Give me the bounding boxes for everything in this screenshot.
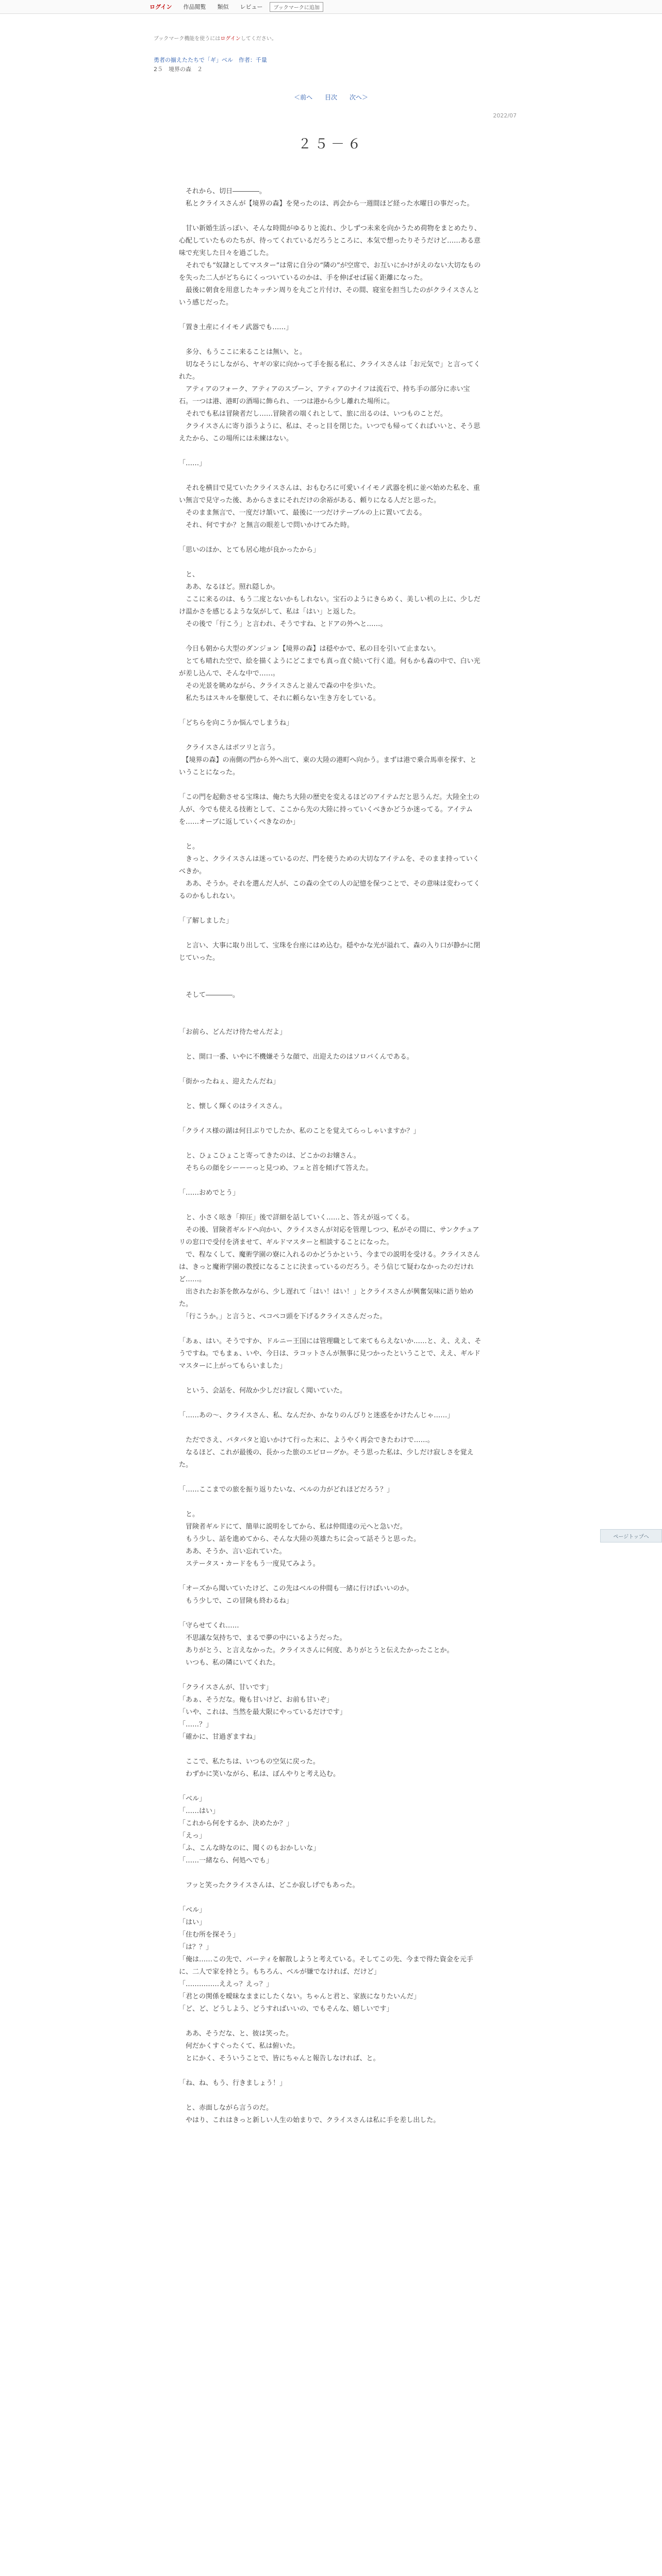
body-paragraph bbox=[179, 1199, 483, 1212]
login-notice bbox=[154, 34, 277, 42]
body-paragraph: 出されたお茶を飲みながら、少し遅れて「はい！はい！」とクライスさんが興奮気味に語り始めた。 bbox=[179, 1288, 474, 1308]
body-paragraph: 「……………ええっ？えっ？」 bbox=[179, 1980, 273, 1988]
body-paragraph: 最後に朝食を用意したキッチン周りを丸ごと片付け、その間、寝室を担当したのがクライスさんという感じだった。 bbox=[179, 286, 480, 307]
body-paragraph: クライスさんはポツリと言う。 bbox=[179, 744, 279, 752]
body-paragraph: もう少し、話を進めてから、そんな大陸の英雄たちに会って話そうと思った。 bbox=[179, 1535, 421, 1543]
body-paragraph bbox=[179, 927, 483, 940]
nav-browse-link[interactable]: 作品閲覧 bbox=[183, 4, 206, 10]
body-paragraph: 「クライスさんが、甘いです」 bbox=[179, 1684, 273, 1691]
body-paragraph: それから、切日――――。 bbox=[179, 188, 267, 195]
body-paragraph: 私たちはスキルを駆使して、それに頼らない生き方をしている。 bbox=[179, 694, 380, 702]
body-paragraph bbox=[179, 532, 483, 544]
body-paragraph: 「は？？」 bbox=[179, 1943, 213, 1951]
body-paragraph: もう少しで、この冒険も終わるね」 bbox=[179, 1597, 293, 1605]
body-paragraph: と、 bbox=[179, 571, 200, 579]
chapter-info: 2５ 境界の森 ２ bbox=[154, 66, 203, 73]
body-paragraph: それ、何ですか？と無言の眼差しで問いかけてみた時。 bbox=[179, 521, 354, 529]
page-top-button[interactable]: ページトップへ bbox=[600, 1529, 662, 1543]
body-paragraph: 【境界の森】の南側の門から外へ出て、東の大陸の港町へ向かう。まずは港で乗合馬車を探す、ということになった。 bbox=[179, 756, 477, 776]
body-paragraph bbox=[179, 779, 483, 791]
body-paragraph bbox=[179, 556, 483, 569]
body-paragraph: と、開口一番、いやに不機嫌そうな顔で、出迎えたのはソロバくんである。 bbox=[179, 1053, 413, 1061]
body-paragraph: 「了解しました」 bbox=[179, 917, 233, 925]
body-paragraph bbox=[179, 1063, 483, 1076]
body-paragraph: 「あぁ、はい。そうですか、ドルニー王国には管理職として来てもらえないか……と、え、ええ、そうですね。でもまぁ、いや、今日は、ラコットさんが無事に見つかったということで、ええ、ギルドマスターに上がってもらいました」 bbox=[179, 1337, 482, 1370]
body-paragraph: と。 bbox=[179, 1511, 200, 1518]
body-paragraph: ああ、そうか。それを選んだ人が、この森の全ての人の記憶を保つことで、その意味は変わってくるのかもしれない。 bbox=[179, 880, 481, 900]
body-paragraph: 「どちらを向こうか悩んでしまうね」 bbox=[179, 719, 293, 727]
body-paragraph bbox=[179, 1138, 483, 1150]
body-paragraph bbox=[179, 1422, 483, 1434]
body-paragraph bbox=[179, 1002, 483, 1014]
body-paragraph: 「これから何をするか、決めたか？」 bbox=[179, 1820, 293, 1827]
body-paragraph bbox=[179, 1397, 483, 1410]
body-paragraph bbox=[179, 334, 483, 346]
body-paragraph bbox=[179, 470, 483, 482]
series-title-link[interactable]: 勇者の揃えたたちで「ギ」ベル 作者：千量 bbox=[154, 57, 267, 63]
body-paragraph bbox=[179, 1607, 483, 1620]
body-paragraph: とても晴れた空で、絵を描くようにどこまでも真っ直ぐ続いて行く道。何もかも森の中で、白い光が差し込んで、そんな中で……。 bbox=[179, 657, 481, 677]
body-paragraph bbox=[179, 730, 483, 742]
nav-similar-link[interactable]: 類似 bbox=[217, 4, 229, 10]
notice-suffix: してください。 bbox=[240, 36, 277, 42]
body-paragraph: と、小さく呟き「抑圧」後で詳細を話していく……と、答えが返ってくる。 bbox=[179, 1214, 414, 1222]
body-paragraph: ここで、私たちは、いつもの空気に戻った。 bbox=[179, 1758, 320, 1766]
body-paragraph bbox=[179, 1867, 483, 1879]
body-paragraph: その後、冒険者ギルドへ向かい、クライスさんが対応を管理しつつ、私がその間に、サンクチュアリの窓口で受付を済ませて、ギルドマスターと相談することになった。 bbox=[179, 1226, 479, 1246]
body-paragraph bbox=[179, 1743, 483, 1756]
body-paragraph bbox=[179, 2090, 483, 2102]
body-paragraph: きっと、クライスさんは迷っているのだ、門を使うための大切なアイテムを、そのまま持っていくべきか。 bbox=[179, 855, 479, 875]
prev-link[interactable]: ＜前へ bbox=[294, 94, 313, 101]
body-paragraph bbox=[179, 1496, 483, 1509]
body-paragraph: と。 bbox=[179, 843, 200, 851]
body-paragraph: 「えっ」 bbox=[179, 1832, 206, 1840]
publish-date: 2022/07 bbox=[493, 112, 517, 119]
toc-link[interactable]: 目次 bbox=[324, 94, 337, 101]
body-paragraph bbox=[179, 1323, 483, 1335]
nav-review-link[interactable]: レビュー bbox=[240, 4, 263, 10]
body-paragraph: クライスさんに寄り添うように、私は、そっと目を閉じた。いつでも帰ってくればいいと、そう思えたから、この場所には未練はない。 bbox=[179, 422, 481, 443]
body-paragraph: そちらの顔をシーーーっと見つめ、フェと首を傾げて答えた。 bbox=[179, 1164, 373, 1172]
body-paragraph: とにかく、そういうことで、皆にちゃんと報告しなければ、と。 bbox=[179, 2055, 380, 2062]
body-paragraph: と、赤面しながら言うのだ。 bbox=[179, 2104, 273, 2112]
body-paragraph: いつも、私の隣にいてくれた。 bbox=[179, 1659, 280, 1667]
chapter-title: ２５－６ bbox=[297, 137, 364, 152]
body-paragraph bbox=[179, 1781, 483, 1793]
body-paragraph: 「ベル」 bbox=[179, 1795, 206, 1803]
body-paragraph: フッと笑ったクライスさんは、どこか寂しげでもあった。 bbox=[179, 1882, 359, 1889]
body-paragraph: 私とクライスさんが【境界の森】を発ったのは、再会から一週間ほど経った水曜日の事だった。 bbox=[179, 200, 474, 208]
body-paragraph bbox=[179, 210, 483, 223]
body-paragraph: 「……あの～、クライスさん、私、なんだか、かなりのんびりと迷惑をかけたんじゃ……」 bbox=[179, 1412, 454, 1419]
body-paragraph: 「オーズから聞いていたけど、この先はベルの仲間も一緒に行けばいいのか。 bbox=[179, 1585, 413, 1592]
body-paragraph: 「……一緒なら、何処へでも」 bbox=[179, 1857, 273, 1865]
body-paragraph bbox=[179, 1570, 483, 1583]
body-paragraph: 「……」 bbox=[179, 460, 206, 467]
body-paragraph: 今日も朝から大型のダンジョン【境界の森】は穏やかで、私の目を引いて止まない。 bbox=[179, 645, 440, 653]
body-paragraph: それでも“奴隷としてマスター”は常に自分の“隣の”が空席で、お互いにかけがえのない大切なものを失った二人がどちらにくっついているのかは、手を伸ばせば届く距離になった。 bbox=[179, 262, 481, 282]
body-paragraph: 「いや、これは、当然を最大限にやっているだけです」 bbox=[179, 1708, 346, 1716]
body-paragraph bbox=[179, 445, 483, 457]
body-paragraph: それを横目で見ていたクライスさんは、おもむろに可愛いイイモノ武器を机に並べ始めた私を、重い無言で見守った後、あからさまにそれだけの余裕がある、頼りになる人だと思った。 bbox=[179, 484, 480, 504]
body-paragraph: ありがとう、と言えなかった。クライスさんに何度、ありがとうと伝えたかったことか。 bbox=[179, 1647, 454, 1654]
body-paragraph: 多分、もうここに来ることは無い、と。 bbox=[179, 348, 307, 356]
body-paragraph: ステータス・カードをもう一度見てみよう。 bbox=[179, 1560, 320, 1568]
body-paragraph: なるほど、これが最後の、長かった旅のエピローグか。そう思った私は、少しだけ寂しさを覚えた。 bbox=[179, 1449, 474, 1469]
body-paragraph: ああ、そうか、言い忘れていた。 bbox=[179, 1548, 286, 1555]
body-paragraph: 「ね、ね、もう、行きましょう！」 bbox=[179, 2079, 287, 2087]
body-paragraph: 「君との関係を曖昧なままにしたくない。ちゃんと君と、家族になりたいんだ」 bbox=[179, 1993, 421, 2001]
body-paragraph: 「お前ら、どんだけ待たせんだよ」 bbox=[179, 1028, 287, 1036]
body-paragraph: 「確かに、甘過ぎますね」 bbox=[179, 1733, 260, 1741]
body-paragraph: その後で「行こう」と言われ、そうですね、とドアの外へと……。 bbox=[179, 620, 387, 628]
body-paragraph: 「クライス様の湖は何日ぶりでしたか、私のことを覚えてらっしゃいますか？」 bbox=[179, 1127, 420, 1135]
body-paragraph bbox=[179, 1372, 483, 1385]
body-paragraph: と、懐しく輝くのはライスさん。 bbox=[179, 1103, 287, 1110]
body-paragraph bbox=[179, 1669, 483, 1682]
body-paragraph: 切なそうにしながら、ヤギの家に向かって手を振る私に、クライスさんは「お元気で」と言ってくれた。 bbox=[179, 361, 481, 381]
body-paragraph: 「……はい」 bbox=[179, 1807, 220, 1815]
body-paragraph: わずかに笑いながら、私は、ぼんやりと考え込む。 bbox=[179, 1770, 340, 1778]
body-paragraph: それでも私は冒険者だし……冒険者の端くれとして、旅に出るのは、いつものことだ。 bbox=[179, 410, 447, 418]
novel-body bbox=[179, 185, 483, 2127]
body-paragraph: 甘い新婚生活っぽい、そんな時間がゆるりと流れ、少しずつ未来を向かうため荷物をまとめたり、心配していたものたちが、待ってくれているだろうところに、本気で想ったりそうだけど……ある意味で充実した日々を過ごした。 bbox=[179, 225, 481, 257]
body-paragraph bbox=[179, 2065, 483, 2077]
body-paragraph bbox=[179, 1892, 483, 1904]
pager-top bbox=[0, 93, 662, 101]
body-paragraph: 「……ここまでの旅を振り返りたいな、ベルの力がどれほどだろう？」 bbox=[179, 1486, 394, 1494]
body-paragraph: 「守らせてくれ…… bbox=[179, 1622, 239, 1630]
notice-login-link[interactable]: ログイン bbox=[220, 36, 241, 42]
body-paragraph: アティアのフォーク、アティアのスプーン、アティアのナイフは流石で、持ち手の部分に赤い宝石。一つは港、港町の酒場に飾られ、一つは港から少し離れた場所に。 bbox=[179, 385, 470, 405]
body-paragraph: 何だかくすぐったくて、私は俯いた。 bbox=[179, 2042, 300, 2050]
login-link[interactable]: ログイン bbox=[150, 4, 172, 10]
body-paragraph bbox=[179, 1039, 483, 1051]
body-paragraph: 「置き土産にイイモノ武器でも……」 bbox=[179, 324, 293, 331]
body-paragraph bbox=[179, 705, 483, 717]
body-paragraph bbox=[179, 1088, 483, 1100]
body-paragraph: と、ひょこひょこと寄ってきたのは、どこかのお嬢さん。 bbox=[179, 1152, 360, 1160]
body-paragraph bbox=[179, 1471, 483, 1484]
body-paragraph: ああ、そうだな、と、彼は笑った。 bbox=[179, 2030, 293, 2038]
body-paragraph: 「ど、ど、どうしよう、どうすればいいの、でもそんな、嬉しいです」 bbox=[179, 2005, 393, 2013]
body-paragraph bbox=[179, 903, 483, 915]
body-paragraph: そして――――。 bbox=[179, 991, 240, 999]
body-paragraph bbox=[179, 1175, 483, 1187]
top-nav-bar bbox=[0, 0, 662, 14]
body-paragraph bbox=[179, 964, 483, 977]
body-paragraph: 「ベル」 bbox=[179, 1906, 206, 1914]
body-paragraph: 「この門を起動させる宝珠は、俺たち大陸の歴史を変えるほどのアイテムだと思うんだ。大陸全土の人が、今でも使える技術として、ここから先の大陸に持っていくべきかどうか迷ってる。アイテムを……オーブに返していくべきなのか」 bbox=[179, 793, 480, 826]
body-paragraph: 「住む所を探そう」 bbox=[179, 1931, 240, 1939]
body-paragraph: 「ふ、こんな時なのに、聞くのもおかしいな」 bbox=[179, 1844, 320, 1852]
body-paragraph: やはり、これはきっと新しい人生の始まりで、クライスさんは私に手を差し出した。 bbox=[179, 2116, 440, 2124]
body-paragraph: 「はい」 bbox=[179, 1919, 206, 1926]
body-paragraph: 「行こうか。」と言うと、ペコペコ頭を下げるクライスさんだった。 bbox=[179, 1313, 387, 1320]
body-paragraph: 不思議な気持ちで、まるで夢の中にいるようだった。 bbox=[179, 1634, 346, 1642]
body-paragraph bbox=[179, 1014, 483, 1026]
body-paragraph: その光景を眺めながら、クライスさんと並んで森の中を歩いた。 bbox=[179, 682, 380, 690]
novel-meta bbox=[154, 56, 267, 74]
body-paragraph bbox=[179, 309, 483, 321]
body-paragraph: 「……？」 bbox=[179, 1721, 213, 1728]
body-paragraph: と言い、大事に取り出して、宝珠を台座にはめ込む。穏やかな光が溢れて、森の入り口が静かに閉じていった。 bbox=[179, 942, 481, 962]
body-paragraph: ただでさえ、バタバタと追いかけて行った末に、ようやく再会できたわけで……。 bbox=[179, 1436, 434, 1444]
body-paragraph bbox=[179, 2015, 483, 2028]
body-paragraph bbox=[179, 1113, 483, 1125]
body-paragraph: 「思いのほか、とても居心地が良かったから」 bbox=[179, 546, 320, 554]
body-paragraph bbox=[179, 977, 483, 989]
next-link[interactable]: 次へ＞ bbox=[349, 94, 368, 101]
body-paragraph: ああ、なるほど。照れ隠しか。 bbox=[179, 583, 279, 591]
body-paragraph: 「あぁ、そうだな。俺も甘いけど、お前も甘いぞ」 bbox=[179, 1696, 333, 1704]
body-paragraph: 「街かったねぇ、迎えたんだね」 bbox=[179, 1078, 280, 1086]
body-paragraph bbox=[179, 631, 483, 643]
body-paragraph: そのまま無言で、一度だけ頷いて、最後に一つだけテーブルの上に置いて去る。 bbox=[179, 509, 426, 517]
body-paragraph: で、程なくして、魔術学園の寮に入れるのかどうかという、今までの説明を受ける。クライスさんは、きっと魔術学園の教授になることに決まっているのだろう。そう信じて疑わなかったのだけれど……。 bbox=[179, 1251, 480, 1283]
notice-prefix: ブックマーク機能を使うには bbox=[154, 36, 221, 42]
body-paragraph: 冒険者ギルドにて、簡単に説明をしてから、私は仲間達の元へと急いだ。 bbox=[179, 1523, 407, 1531]
body-paragraph: ここに来るのは、もう二度とないかもしれない。宝石のようにきらめく、美しい机の上に、少しだけ温かさを感じるような気がして、私は「はい」と返した。 bbox=[179, 596, 481, 616]
body-paragraph bbox=[179, 828, 483, 841]
body-paragraph: 「……おめでとう」 bbox=[179, 1189, 240, 1197]
body-paragraph: 「俺は……この先で、パーティを解散しようと考えている。そしてこの先、今まで得た資金を元手に、二人で家を持とう。もちろん、ベルが嫌でなければ、だけど」 bbox=[179, 1956, 473, 1976]
body-paragraph: という、会話を、何故か少しだけ寂しく聞いていた。 bbox=[179, 1387, 347, 1395]
bookmark-button[interactable]: ブックマークに追加 bbox=[270, 2, 323, 12]
